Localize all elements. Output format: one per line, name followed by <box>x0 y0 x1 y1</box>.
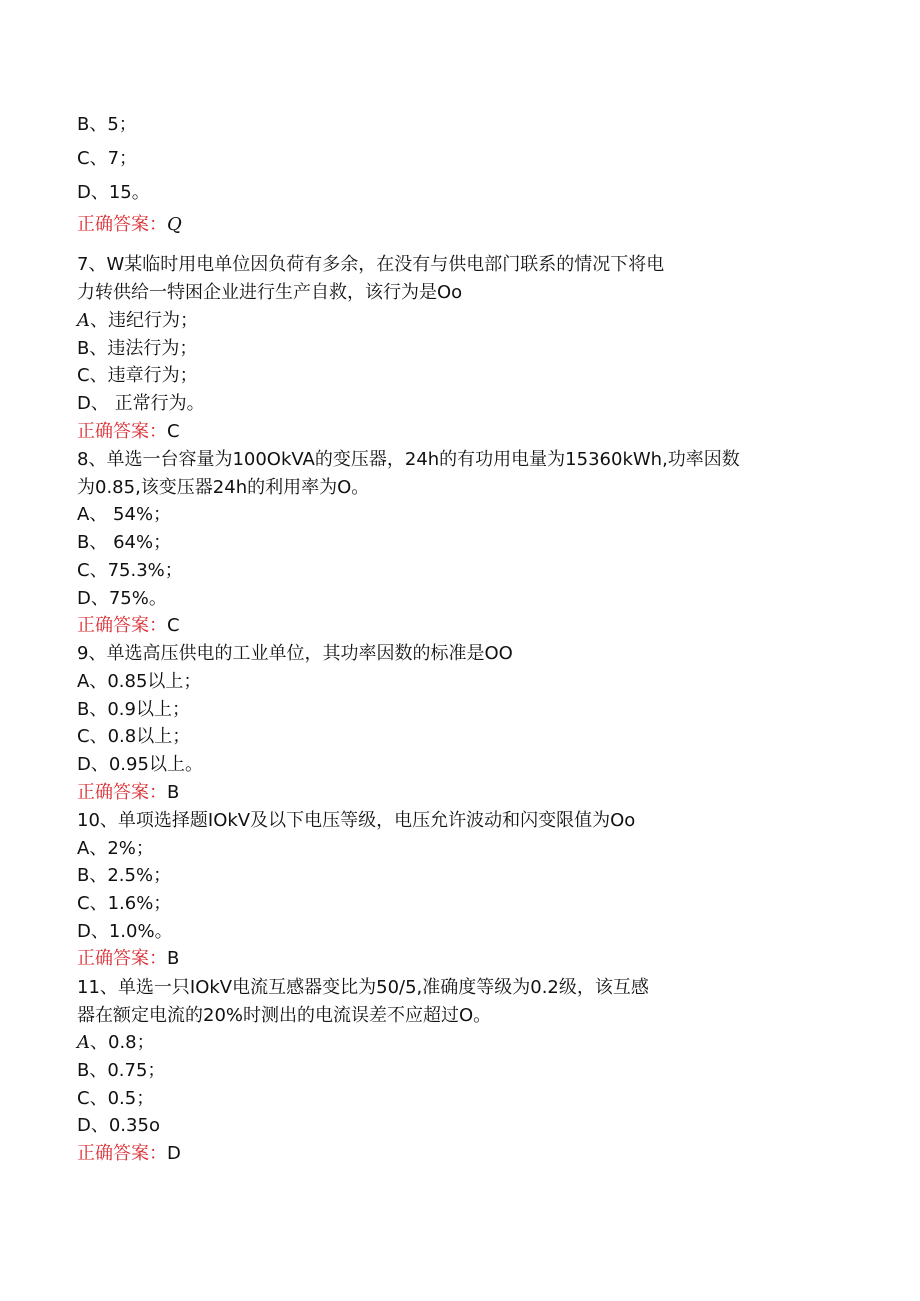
question-8-stem-line-1: 8、单选一台容量为100OkVA的变压器，24h的有功用电量为15360kWh,功率因数 <box>77 449 740 470</box>
option-c: C、7； <box>77 148 138 169</box>
option-b: B、0.75； <box>77 1060 166 1081</box>
option-d: D、15。 <box>77 182 150 203</box>
answer-value: B <box>167 782 180 803</box>
answer-value: C <box>167 421 180 442</box>
answer-line <box>77 614 180 638</box>
answer-label: 正确答案： <box>77 421 167 442</box>
question-11-stem-line-1: 11、单选一只IOkV电流互感器变比为50/5,准确度等级为0.2级，该互感 <box>77 977 649 998</box>
question-9-stem: 9、单选高压供电的工业单位，其功率因数的标准是OO <box>77 643 513 664</box>
option-b: B、违法行为； <box>77 338 198 359</box>
question-7-stem-line-1: 7、W某临时用电单位因负荷有多余，在没有与供电部门联系的情况下将电 <box>77 254 665 275</box>
option-d: D、75%。 <box>77 588 167 609</box>
option-d: D、1.0%。 <box>77 921 173 942</box>
option-a <box>77 309 198 333</box>
option-d: D、0.35o <box>77 1115 160 1136</box>
option-c: C、0.5； <box>77 1088 155 1109</box>
answer-line <box>77 213 182 237</box>
question-8-stem-line-2: 为0.85,该变压器24h的利用率为O。 <box>77 477 370 498</box>
option-c: C、违章行为； <box>77 365 198 386</box>
option-c: C、75.3%； <box>77 560 183 581</box>
option-a <box>77 1031 155 1055</box>
question-10-stem: 10、单项选择题IOkV及以下电压等级，电压允许波动和闪变限值为Oo <box>77 810 636 831</box>
option-a-letter: A <box>77 1032 90 1053</box>
answer-label: 正确答案： <box>77 782 167 803</box>
answer-label: 正确答案： <box>77 948 167 969</box>
answer-line <box>77 1142 181 1166</box>
answer-value: Q <box>167 214 182 235</box>
answer-line <box>77 420 180 444</box>
answer-value: B <box>167 948 180 969</box>
answer-line <box>77 947 179 971</box>
answer-value: C <box>167 615 180 636</box>
answer-label: 正确答案： <box>77 1143 167 1164</box>
answer-label: 正确答案： <box>77 615 167 636</box>
option-b: B、2.5%； <box>77 865 172 886</box>
option-c: C、1.6%； <box>77 893 172 914</box>
answer-value: D <box>167 1143 181 1164</box>
question-11-stem-line-2: 器在额定电流的20%时测出的电流误差不应超过O。 <box>77 1005 492 1026</box>
answer-line <box>77 781 179 805</box>
option-b: B、0.9以上； <box>77 699 190 720</box>
option-a: A、0.85以上； <box>77 671 202 692</box>
option-d: D、0.95以上。 <box>77 754 203 775</box>
option-a: A、 54%； <box>77 504 172 525</box>
answer-label: 正确答案： <box>77 214 167 235</box>
question-7-stem-line-2: 力转供给一特困企业进行生产自救，该行为是Oo <box>77 282 463 303</box>
option-b: B、 64%； <box>77 532 172 553</box>
option-a-text: 、0.8； <box>90 1032 155 1053</box>
option-d: D、 正常行为。 <box>77 393 205 414</box>
option-a: A、2%； <box>77 838 154 859</box>
option-a-letter: A <box>77 310 90 331</box>
option-a-text: 、违纪行为； <box>90 310 198 331</box>
option-b: B、5； <box>77 114 137 135</box>
option-c: C、0.8以上； <box>77 726 191 747</box>
